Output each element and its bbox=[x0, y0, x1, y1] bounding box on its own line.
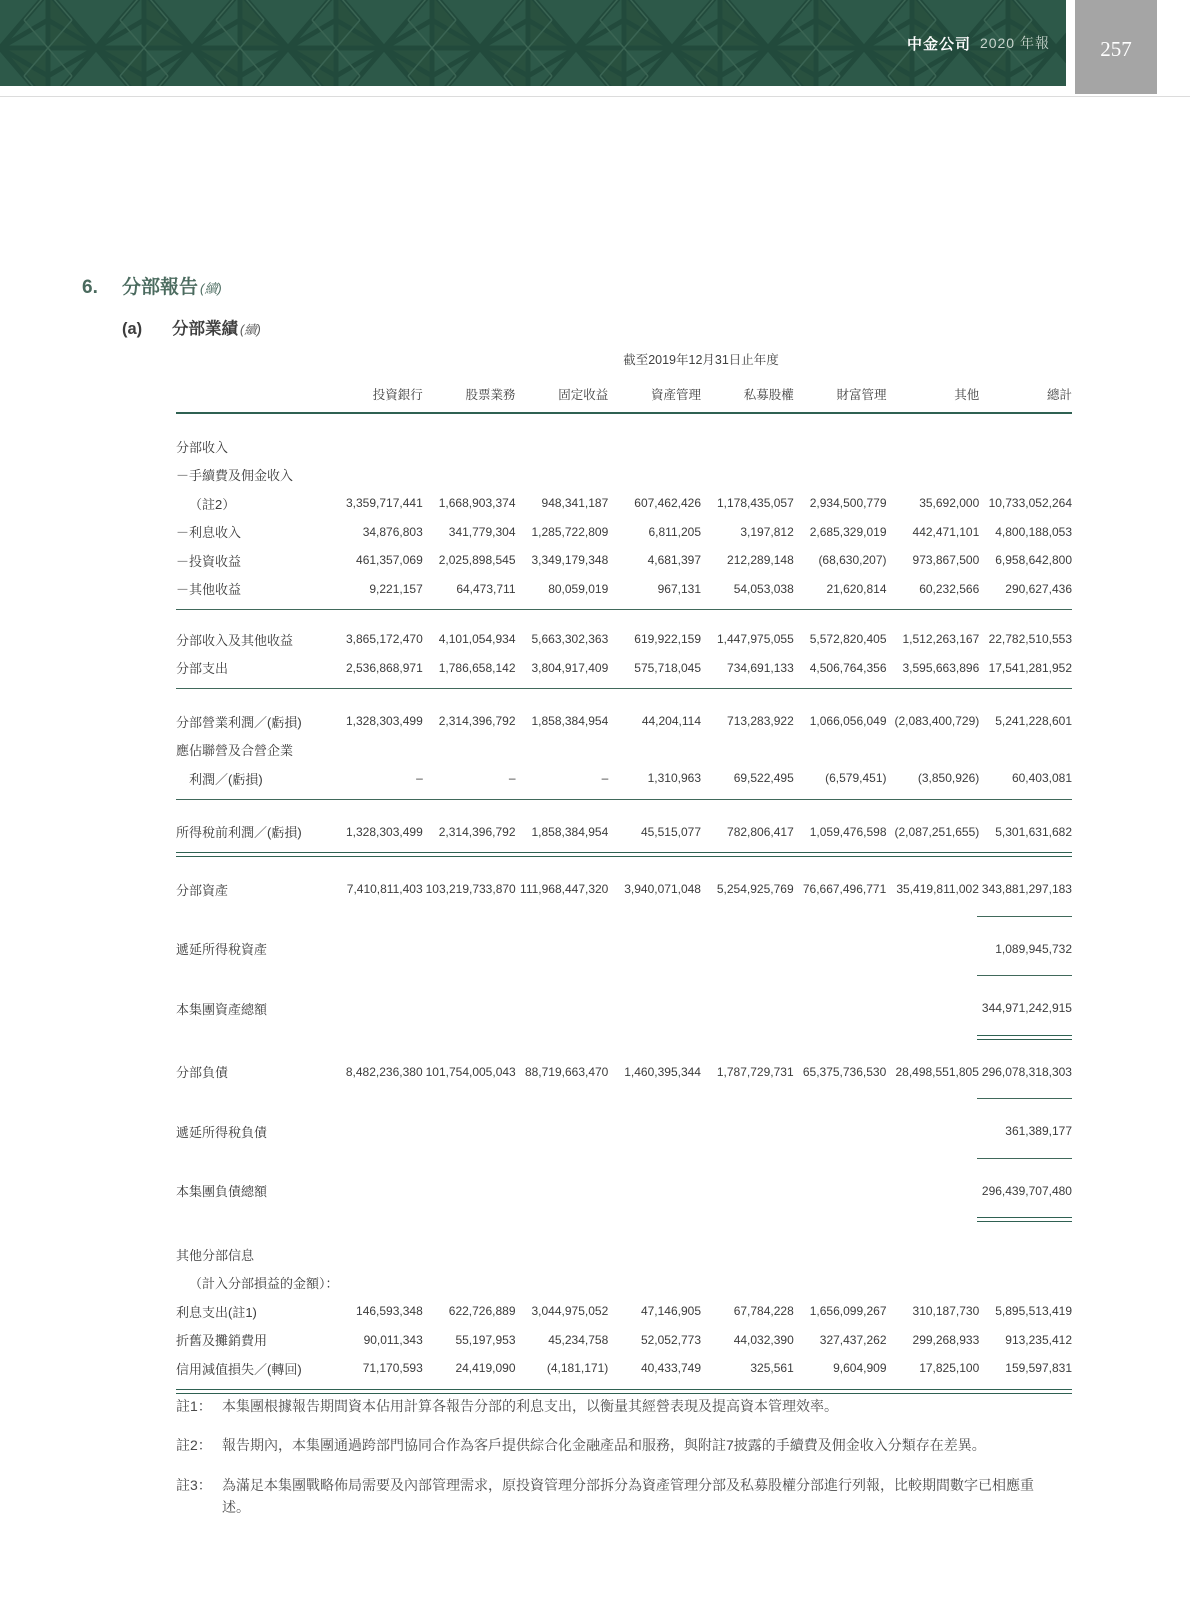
cell-value: 1,310,963 bbox=[647, 771, 701, 786]
cell-value: 343,881,297,183 bbox=[981, 882, 1072, 897]
cell-value: 1,328,303,499 bbox=[346, 824, 423, 839]
cell-value: 5,663,302,363 bbox=[531, 632, 609, 647]
cell-value: (2,083,400,729) bbox=[894, 714, 980, 729]
cell-value: (68,630,207) bbox=[818, 553, 887, 568]
table-rule bbox=[176, 609, 1072, 610]
brand-lockup bbox=[907, 0, 1050, 86]
cell-value: 22,782,510,553 bbox=[988, 632, 1072, 647]
cell-value: 3,595,663,896 bbox=[902, 660, 980, 675]
cell-value: 5,241,228,601 bbox=[995, 714, 1072, 729]
section-number: 6. bbox=[82, 277, 98, 298]
cell-value: 3,865,172,470 bbox=[346, 632, 423, 647]
row-label: 所得稅前利潤／(虧損) bbox=[176, 825, 302, 841]
cell-value: 2,314,396,792 bbox=[438, 714, 516, 729]
cell-value: 5,572,820,405 bbox=[809, 632, 887, 647]
footnote bbox=[176, 1474, 1056, 1519]
page-number-badge bbox=[1075, 0, 1157, 94]
footnote bbox=[176, 1395, 1056, 1417]
cell-value: 2,314,396,792 bbox=[438, 824, 516, 839]
cell-value: 111,968,447,320 bbox=[520, 882, 609, 897]
column-header: 投資銀行 bbox=[372, 388, 423, 402]
column-header: 總計 bbox=[1046, 388, 1072, 402]
subsection-title bbox=[122, 315, 261, 339]
table-row bbox=[176, 818, 1072, 847]
cell-value: (4,181,171) bbox=[546, 1361, 609, 1376]
row-label: 利息支出(註1) bbox=[176, 1304, 257, 1320]
cell-value: 21,620,814 bbox=[826, 581, 887, 596]
cell-value: 9,221,157 bbox=[369, 581, 423, 596]
table-row bbox=[176, 1326, 1072, 1355]
total-column-rule bbox=[977, 1158, 1072, 1159]
cell-value: 341,779,304 bbox=[448, 524, 516, 539]
cell-value: 67,784,228 bbox=[733, 1304, 794, 1319]
table-rule bbox=[176, 852, 1072, 857]
footnote bbox=[176, 1434, 1056, 1456]
cell-value: 1,285,722,809 bbox=[531, 524, 609, 539]
total-column-rule bbox=[977, 1035, 1072, 1040]
cell-value: 5,254,925,769 bbox=[716, 882, 794, 897]
cell-value: 1,656,099,267 bbox=[809, 1304, 887, 1319]
cell-value: 913,235,412 bbox=[1005, 1332, 1072, 1347]
cell-value: 4,681,397 bbox=[647, 553, 701, 568]
cell-value: 7,410,811,403 bbox=[346, 882, 423, 897]
row-label: 信用減值損失／(轉回) bbox=[176, 1361, 302, 1377]
cell-value: – bbox=[601, 771, 609, 786]
column-header: 私募股權 bbox=[743, 388, 794, 402]
table-rule bbox=[176, 799, 1072, 800]
table-rule bbox=[176, 1389, 1072, 1394]
cell-value: 344,971,242,915 bbox=[981, 1001, 1072, 1016]
table-row bbox=[176, 707, 1072, 736]
cell-value: 60,403,081 bbox=[1011, 771, 1072, 786]
cell-value: 1,178,435,057 bbox=[717, 496, 794, 511]
cell-value: 45,515,077 bbox=[640, 824, 701, 839]
table-body bbox=[176, 432, 1072, 1394]
cell-value: 9,604,909 bbox=[833, 1361, 887, 1376]
table-row bbox=[176, 1269, 1072, 1298]
cell-value: – bbox=[416, 771, 423, 786]
column-header-spacer bbox=[176, 403, 330, 412]
cell-value: (6,579,451) bbox=[825, 771, 887, 786]
table-row bbox=[176, 994, 1072, 1023]
total-column-rule bbox=[977, 1098, 1072, 1099]
cell-value: 622,726,889 bbox=[448, 1304, 516, 1319]
cell-value: 3,940,071,048 bbox=[624, 882, 701, 897]
cell-value: 35,692,000 bbox=[919, 496, 980, 511]
cell-value: 1,668,903,374 bbox=[438, 496, 516, 511]
row-label: 本集團資產總額 bbox=[176, 1001, 268, 1017]
total-column-rule bbox=[977, 1217, 1072, 1222]
row-label: 利潤／(虧損) bbox=[189, 771, 263, 787]
cell-value: – bbox=[508, 771, 516, 786]
footnote-label: 註2： bbox=[176, 1437, 212, 1454]
cell-value: 54,053,038 bbox=[733, 581, 794, 596]
cell-value: 1,858,384,954 bbox=[531, 824, 609, 839]
cell-value: 17,825,100 bbox=[919, 1361, 980, 1376]
cell-value: 24,419,090 bbox=[455, 1361, 516, 1376]
cell-value: 619,922,159 bbox=[634, 632, 701, 647]
cell-value: 967,131 bbox=[657, 581, 701, 596]
row-label: 應佔聯營及合營企業 bbox=[176, 743, 294, 759]
brand-name: 中金公司 bbox=[906, 35, 971, 53]
table-row bbox=[176, 1297, 1072, 1326]
cell-value: 2,536,868,971 bbox=[346, 660, 423, 675]
cell-value: 3,804,917,409 bbox=[531, 660, 609, 675]
row-label: （註2） bbox=[189, 496, 236, 512]
cell-value: 71,170,593 bbox=[362, 1361, 423, 1376]
cell-value: 973,867,500 bbox=[912, 553, 980, 568]
cell-value: 1,089,945,732 bbox=[995, 941, 1072, 956]
page-header bbox=[0, 0, 1190, 97]
row-label: 本集團負債總額 bbox=[176, 1184, 268, 1200]
footnote-text: 本集團根據報告期間資本佔用計算各報告分部的利息支出，以衡量其經營表現及提高資本管理效率。 bbox=[222, 1398, 838, 1414]
cell-value: 3,359,717,441 bbox=[346, 496, 423, 511]
cell-value: 2,934,500,779 bbox=[809, 496, 887, 511]
column-header: 股票業務 bbox=[465, 388, 516, 402]
row-label: （計入分部損益的金額）： bbox=[189, 1276, 339, 1292]
footnote-label: 註3： bbox=[176, 1476, 212, 1493]
cell-value: 5,301,631,682 bbox=[995, 824, 1072, 839]
cell-value: 3,044,975,052 bbox=[531, 1304, 609, 1319]
cell-value: 3,349,179,348 bbox=[531, 553, 609, 568]
cell-value: 52,052,773 bbox=[640, 1332, 701, 1347]
header-pattern-band bbox=[0, 0, 1066, 86]
cell-value: 782,806,417 bbox=[727, 824, 794, 839]
footnote-label: 註1： bbox=[176, 1398, 212, 1414]
cell-value: 88,719,663,470 bbox=[524, 1064, 609, 1079]
row-label: －投資收益 bbox=[176, 553, 242, 569]
row-label: 分部收入 bbox=[176, 439, 229, 455]
cell-value: 212,289,148 bbox=[727, 553, 794, 568]
table-row bbox=[176, 546, 1072, 575]
cell-value: 290,627,436 bbox=[1005, 581, 1072, 596]
cell-value: 6,811,205 bbox=[648, 524, 701, 539]
cell-value: 103,219,733,870 bbox=[425, 882, 516, 897]
cell-value: 76,667,496,771 bbox=[802, 882, 887, 897]
cell-value: 159,597,831 bbox=[1005, 1361, 1072, 1376]
cell-value: 34,876,803 bbox=[362, 524, 423, 539]
cell-value: 2,685,329,019 bbox=[809, 524, 887, 539]
cell-value: 296,439,707,480 bbox=[981, 1183, 1072, 1198]
row-label: 分部資產 bbox=[176, 882, 229, 898]
cell-value: 47,146,905 bbox=[640, 1304, 701, 1319]
cell-value: 4,101,054,934 bbox=[438, 632, 516, 647]
row-label: 分部支出 bbox=[176, 661, 229, 677]
row-label: 遞延所得稅資產 bbox=[176, 942, 268, 958]
cell-value: 8,482,236,380 bbox=[345, 1064, 423, 1079]
column-header: 資產管理 bbox=[650, 388, 701, 402]
subsection-letter: (a) bbox=[122, 320, 143, 338]
cell-value: 6,958,642,800 bbox=[995, 553, 1072, 568]
cell-value: 1,059,476,598 bbox=[809, 824, 887, 839]
page-number: 257 bbox=[1100, 36, 1132, 61]
cell-value: 1,447,975,055 bbox=[717, 632, 794, 647]
row-label: －手續費及佣金收入 bbox=[176, 468, 294, 484]
table-row bbox=[176, 764, 1072, 793]
cell-value: 146,593,348 bbox=[356, 1304, 423, 1319]
row-label: 分部收入及其他收益 bbox=[176, 632, 294, 648]
table-row bbox=[176, 1177, 1072, 1206]
table-row bbox=[176, 1058, 1072, 1087]
cell-value: 45,234,758 bbox=[548, 1332, 609, 1347]
cell-value: 1,786,658,142 bbox=[438, 660, 516, 675]
subsection-continued: (續) bbox=[240, 323, 261, 337]
cell-value: 575,718,045 bbox=[634, 660, 701, 675]
segment-table bbox=[176, 350, 1072, 1394]
cell-value: 90,011,343 bbox=[363, 1332, 423, 1347]
section-continued: (續) bbox=[200, 281, 222, 296]
row-label: 其他分部信息 bbox=[176, 1247, 255, 1263]
cell-value: 2,025,898,545 bbox=[438, 553, 516, 568]
table-row bbox=[176, 625, 1072, 654]
column-header: 財富管理 bbox=[836, 388, 887, 402]
cell-value: 948,341,187 bbox=[541, 496, 609, 511]
cell-value: 361,389,177 bbox=[1005, 1124, 1072, 1139]
row-label: 分部負債 bbox=[176, 1065, 229, 1081]
cell-value: 17,541,281,952 bbox=[988, 660, 1072, 675]
table-row bbox=[176, 489, 1072, 518]
cell-value: 442,471,101 bbox=[912, 524, 980, 539]
cell-value: 69,522,495 bbox=[733, 771, 794, 786]
row-label: 折舊及攤銷費用 bbox=[176, 1333, 268, 1349]
cell-value: 101,754,005,043 bbox=[425, 1064, 516, 1079]
cell-value: 713,283,922 bbox=[727, 714, 794, 729]
cell-value: 1,787,729,731 bbox=[716, 1064, 794, 1079]
cell-value: 1,858,384,954 bbox=[531, 714, 609, 729]
subsection-title-text: 分部業績 bbox=[172, 320, 238, 338]
total-column-rule bbox=[977, 975, 1072, 976]
cell-value: (2,087,251,655) bbox=[894, 824, 980, 839]
cell-value: 5,895,513,419 bbox=[995, 1304, 1072, 1319]
cell-value: 461,357,069 bbox=[356, 553, 423, 568]
report-edition: 2020 年報 bbox=[979, 35, 1050, 51]
cell-value: 310,187,730 bbox=[912, 1304, 980, 1319]
cell-value: 44,204,114 bbox=[641, 714, 701, 729]
cell-value: 65,375,736,530 bbox=[802, 1064, 887, 1079]
period-header: 截至2019年12月31日止年度 bbox=[623, 353, 779, 367]
cell-value: 299,268,933 bbox=[912, 1332, 980, 1347]
row-label: －其他收益 bbox=[176, 582, 242, 598]
cell-value: 60,232,566 bbox=[919, 581, 980, 596]
column-headers bbox=[176, 378, 1072, 414]
table-row bbox=[176, 875, 1072, 904]
row-label: 分部營業利潤／(虧損) bbox=[176, 714, 302, 730]
column-header: 其他 bbox=[954, 388, 980, 402]
cell-value: 1,328,303,499 bbox=[346, 714, 423, 729]
cell-value: (3,850,926) bbox=[917, 771, 980, 786]
cell-value: 35,419,811,002 bbox=[896, 882, 979, 897]
cell-value: 4,800,188,053 bbox=[995, 524, 1072, 539]
table-row bbox=[176, 935, 1072, 964]
cell-value: 64,473,711 bbox=[456, 581, 516, 596]
cell-value: 325,561 bbox=[750, 1361, 794, 1376]
cell-value: 734,691,133 bbox=[727, 660, 794, 675]
section-title bbox=[82, 272, 222, 299]
cell-value: 80,059,019 bbox=[548, 581, 609, 596]
cell-value: 1,066,056,049 bbox=[809, 714, 887, 729]
table-row bbox=[176, 518, 1072, 547]
cell-value: 10,733,052,264 bbox=[988, 496, 1072, 511]
cell-value: 607,462,426 bbox=[634, 496, 701, 511]
column-header: 固定收益 bbox=[558, 388, 609, 402]
cell-value: 1,512,263,167 bbox=[902, 632, 980, 647]
footnote-text: 報告期內，本集團通過跨部門協同合作為客戶提供綜合化金融產品和服務，與附註7披露的手續費及佣金收入分類存在差異。 bbox=[222, 1437, 986, 1454]
section-title-text: 分部報告 bbox=[122, 277, 199, 298]
footnote-text: 為滿足本集團戰略佈局需要及內部管理需求，原投資管理分部拆分為資產管理分部及私募股權分部進行列報，比較期間數字已相應重述。 bbox=[222, 1476, 1034, 1516]
table-rule bbox=[176, 688, 1072, 689]
table-row bbox=[176, 1354, 1072, 1383]
table-row bbox=[176, 654, 1072, 683]
cell-value: 296,078,318,303 bbox=[981, 1064, 1072, 1079]
table-row bbox=[176, 1117, 1072, 1146]
total-column-rule bbox=[977, 916, 1072, 917]
row-label: －利息收入 bbox=[176, 525, 242, 541]
table-row bbox=[176, 461, 1072, 490]
cell-value: 3,197,812 bbox=[740, 524, 794, 539]
cell-value: 40,433,749 bbox=[640, 1361, 701, 1376]
cell-value: 28,498,551,805 bbox=[895, 1064, 979, 1079]
table-row bbox=[176, 432, 1072, 461]
row-label: 遞延所得稅負債 bbox=[176, 1124, 268, 1140]
cell-value: 55,197,953 bbox=[455, 1332, 516, 1347]
table-row bbox=[176, 1240, 1072, 1269]
cell-value: 4,506,764,356 bbox=[809, 660, 887, 675]
footnotes bbox=[176, 1395, 1056, 1536]
cell-value: 1,460,395,344 bbox=[624, 1064, 701, 1079]
table-row bbox=[176, 575, 1072, 604]
table-row bbox=[176, 736, 1072, 765]
cell-value: 327,437,262 bbox=[819, 1332, 887, 1347]
cell-value: 44,032,390 bbox=[733, 1332, 794, 1347]
